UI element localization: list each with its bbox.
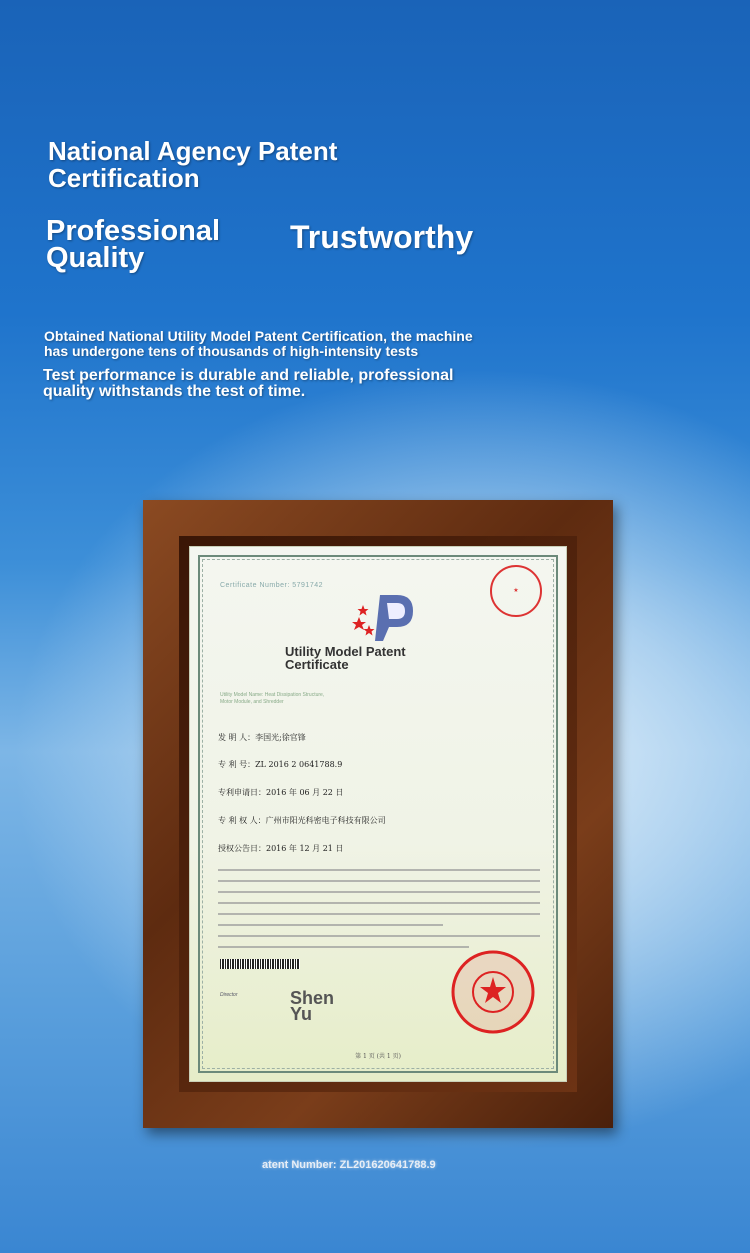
page-number: 第 1 页 (共 1 页) [355,1053,401,1060]
grant-date-field: 授权公告日：2016 年 12 月 21 日 [218,844,344,853]
agency-certification-heading: National Agency Patent Certification [48,136,338,193]
director-signature: Shen Yu [290,988,335,1024]
barcode [220,959,300,969]
certificate-title: Utility Model Patent Certificate [285,644,406,672]
filing-date-field: 专利申请日：2016 年 06 月 22 日 [218,788,344,797]
patent-number-field: 专 利 号：ZL 2016 2 0641788.9 [218,760,343,769]
trustworthy-heading: Trustworthy [290,219,474,255]
professional-quality-heading: Professional Quality [46,215,221,274]
inventor-field: 发 明 人：李国光;徐官锋 [218,733,306,742]
certificate-frame [143,500,613,1128]
certificate-subtitle: Utility Model Name: Heat Dissipation Structure, Motor Module, and Shredder [220,692,325,705]
certificate-paper [189,546,567,1082]
certificate-body-text [218,869,540,957]
certificate-number: Certificate Number: 5791742 [220,582,323,589]
description-line-2: Test performance is durable and reliable, professional quality withstands the test of time. [43,367,454,400]
patent-number-caption: atent Number: ZL201620641788.9 [262,1159,436,1171]
director-label: Director [220,992,238,998]
frame-inner-border [179,536,577,1092]
description-line-1: Obtained National Utility Model Patent Certification, the machine has undergone tens of thousands of high-intensity tests [44,328,473,359]
official-seal-small: ★ [490,565,542,617]
patent-office-logo-icon [345,587,425,647]
patentee-field: 专 利 权 人：广州市阳光科密电子科技有限公司 [218,816,386,825]
national-seal-icon [448,947,538,1037]
